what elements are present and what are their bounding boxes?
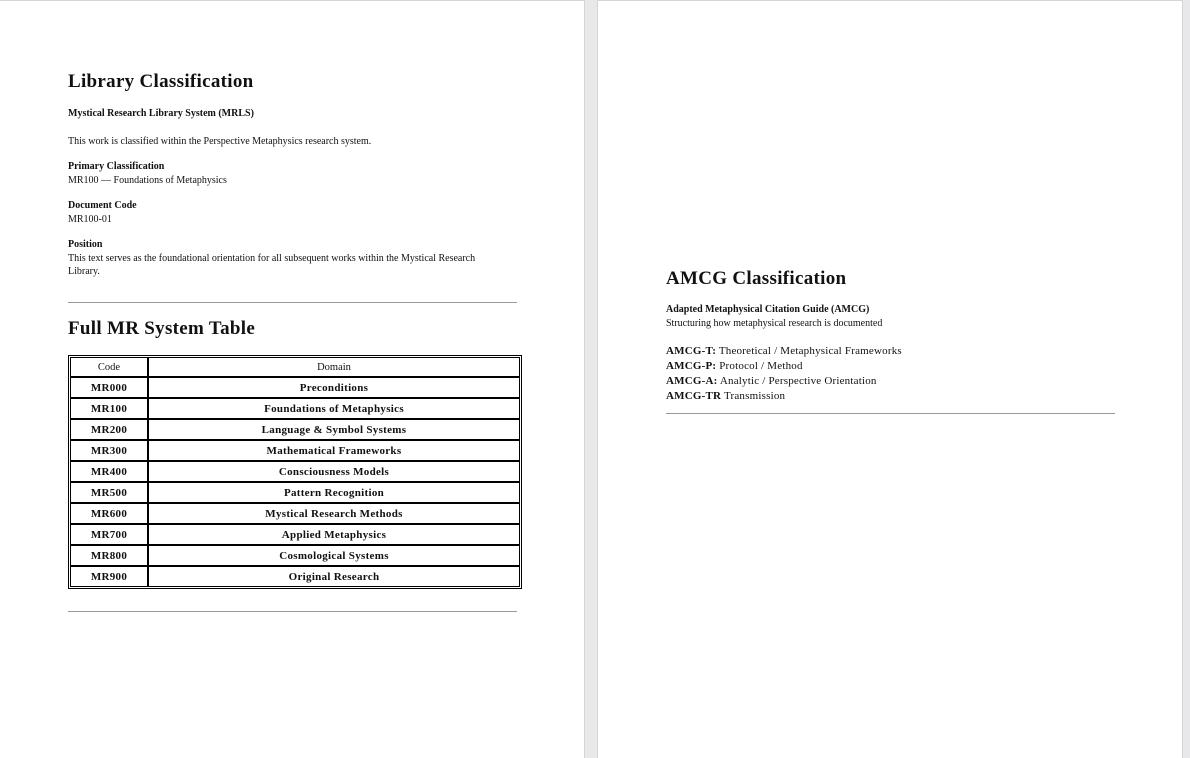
primary-classification-label: Primary Classification: [68, 161, 165, 172]
cell-code: MR700: [70, 524, 148, 545]
list-item: [666, 389, 902, 404]
amcg-text: Analytic / Perspective Orientation: [719, 375, 877, 387]
document-code-label: Document Code: [68, 200, 137, 211]
mr-table-heading: Full MR System Table: [68, 318, 256, 339]
table-row: [70, 503, 520, 524]
table-header-row: [70, 357, 520, 377]
table-row: [70, 482, 520, 503]
cell-code: MR000: [70, 377, 148, 398]
cell-domain: Preconditions: [148, 377, 520, 398]
amcg-code: AMCG-P:: [666, 360, 717, 372]
table-row: [70, 545, 520, 566]
amcg-text: Transmission: [723, 390, 786, 402]
cell-domain: Language & Symbol Systems: [148, 419, 520, 440]
cell-code: MR100: [70, 398, 148, 419]
list-item: [666, 344, 902, 359]
cell-code: MR900: [70, 566, 148, 587]
divider: [666, 413, 1115, 414]
table-row: [70, 377, 520, 398]
cell-code: MR500: [70, 482, 148, 503]
cell-code: MR800: [70, 545, 148, 566]
amcg-classification-heading: AMCG Classification: [666, 268, 847, 289]
cell-domain: Cosmological Systems: [148, 545, 520, 566]
amcg-text: Theoretical / Metaphysical Frameworks: [718, 345, 902, 357]
document-page-left: [0, 1, 584, 758]
amcg-list: [666, 344, 902, 404]
amcg-text: Protocol / Method: [719, 360, 803, 372]
table-row: [70, 398, 520, 419]
cell-domain: Applied Metaphysics: [148, 524, 520, 545]
scrollbar-track[interactable]: [1184, 0, 1190, 758]
column-header-code: Code: [70, 357, 148, 377]
cell-domain: Foundations of Metaphysics: [148, 398, 520, 419]
primary-classification-value: MR100 — Foundations of Metaphysics: [68, 175, 227, 186]
guide-description: Structuring how metaphysical research is documented: [666, 318, 883, 329]
divider: [68, 611, 517, 612]
position-value: This text serves as the foundational orientation for all subsequent works within the Mystical Research Library.: [68, 253, 476, 277]
cell-domain: Original Research: [148, 566, 520, 587]
table-row: [70, 524, 520, 545]
position-label: Position: [68, 239, 103, 250]
document-page-right: [598, 1, 1182, 758]
cell-domain: Consciousness Models: [148, 461, 520, 482]
divider: [68, 302, 517, 303]
cell-domain: Pattern Recognition: [148, 482, 520, 503]
cell-code: MR600: [70, 503, 148, 524]
cell-domain: Mystical Research Methods: [148, 503, 520, 524]
library-classification-heading: Library Classification: [68, 71, 254, 92]
guide-name: Adapted Metaphysical Citation Guide (AMCG): [666, 304, 870, 315]
table-row: [70, 440, 520, 461]
amcg-code: AMCG-T:: [666, 345, 717, 357]
list-item: [666, 359, 902, 374]
amcg-code: AMCG-TR: [666, 390, 722, 402]
table-row: [70, 461, 520, 482]
mr-system-table: [68, 355, 522, 589]
table-row: [70, 566, 520, 587]
cell-code: MR300: [70, 440, 148, 461]
list-item: [666, 374, 902, 389]
intro-text: This work is classified within the Perspective Metaphysics research system.: [68, 136, 372, 147]
system-name: Mystical Research Library System (MRLS): [68, 108, 254, 119]
document-code-value: MR100-01: [68, 214, 112, 225]
cell-code: MR200: [70, 419, 148, 440]
amcg-code: AMCG-A:: [666, 375, 718, 387]
table-row: [70, 419, 520, 440]
cell-domain: Mathematical Frameworks: [148, 440, 520, 461]
column-header-domain: Domain: [148, 357, 520, 377]
cell-code: MR400: [70, 461, 148, 482]
